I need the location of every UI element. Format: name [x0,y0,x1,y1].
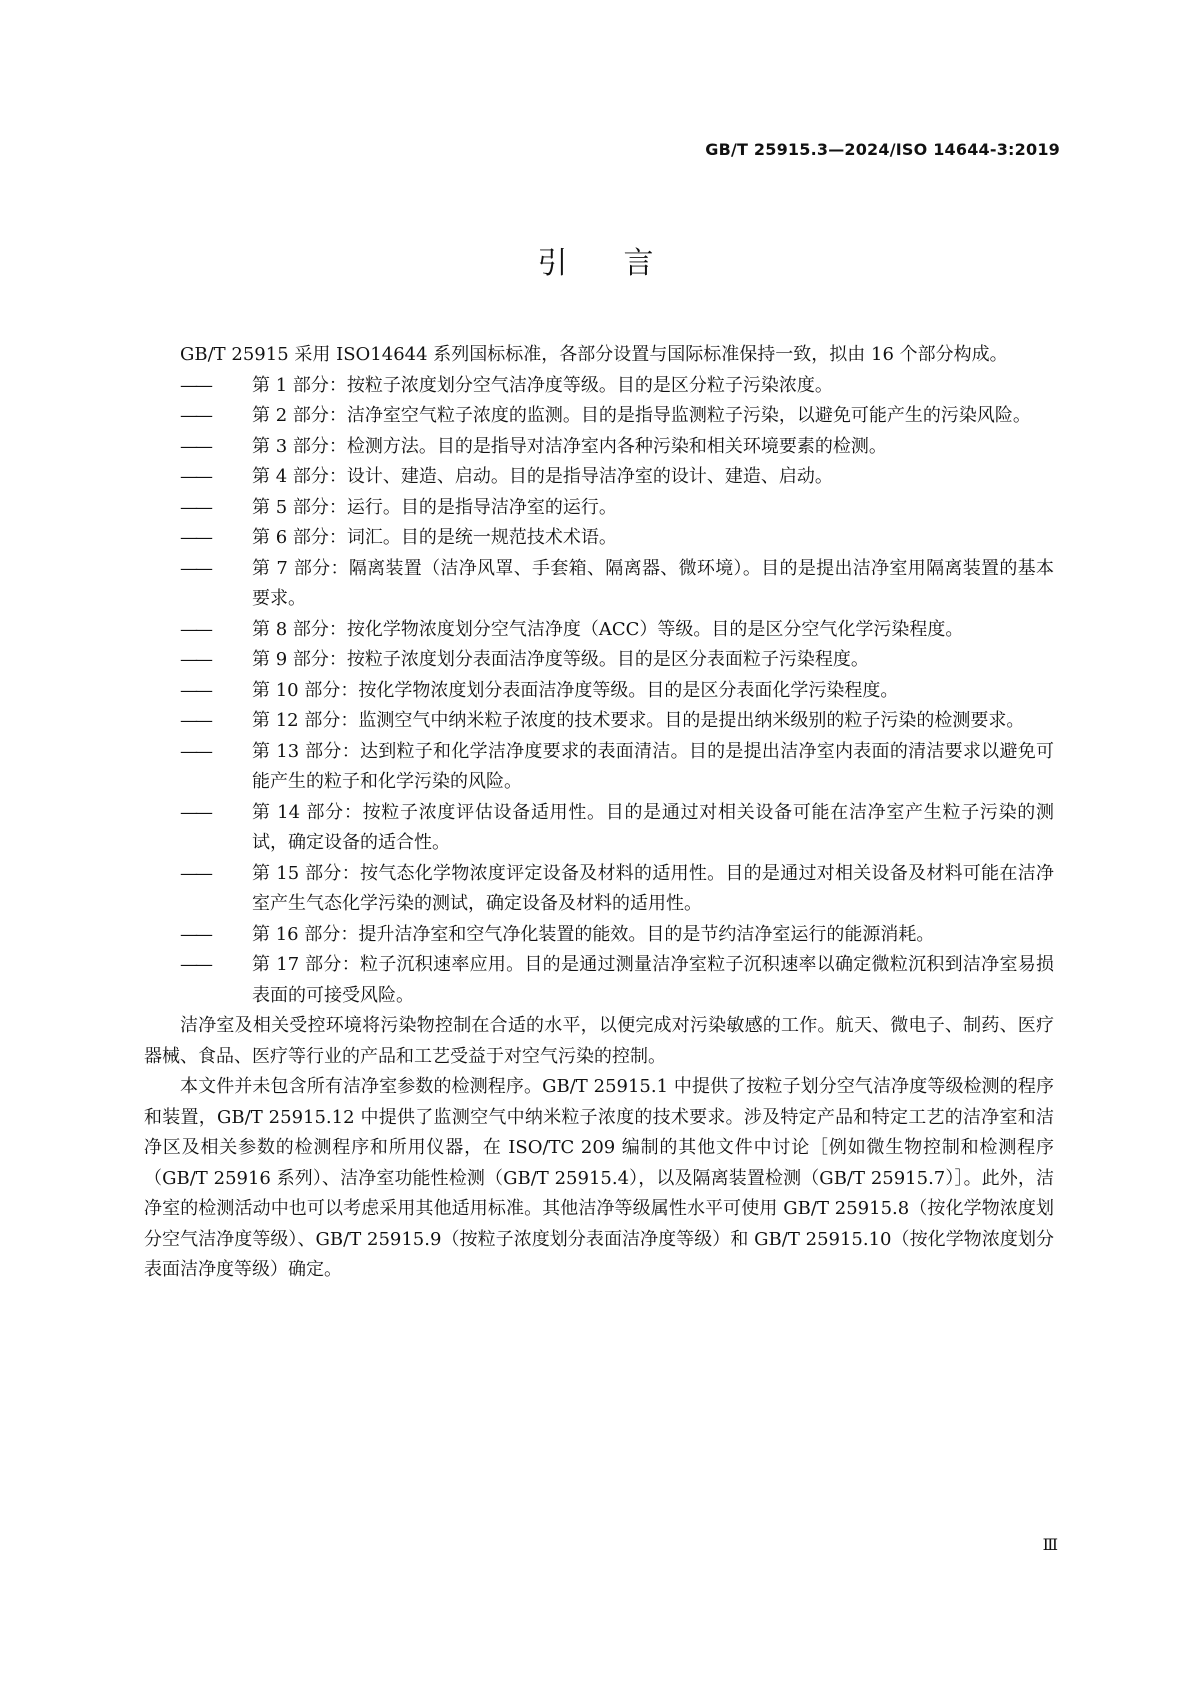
page-title: 引言 [537,246,710,281]
list-item-text: 第 2 部分：洁净室空气粒子浓度的监测。目的是指导监测粒子污染，以避免可能产生的污染风险。 [252,405,1031,426]
list-item [144,737,1054,798]
list-item-text: 第 4 部分：设计、建造、启动。目的是指导洁净室的设计、建造、启动。 [252,466,833,487]
list-item-dash: —— [180,466,210,487]
list-item-dash: —— [180,405,210,426]
parts-list [144,371,1054,1012]
body-content [144,340,1054,1286]
list-item-dash: —— [180,679,210,701]
list-item-text: 第 6 部分：词汇。目的是统一规范技术术语。 [252,527,617,548]
list-item [144,523,1054,554]
list-item-text: 第 5 部分：运行。目的是指导洁净室的运行。 [252,496,617,518]
list-item [144,615,1054,646]
list-item [144,859,1054,920]
body-paragraph: 洁净室及相关受控环境将污染物控制在合适的水平，以便完成对污染敏感的工作。航天、微电子、制药、医疗器械、食品、医疗等行业的产品和工艺受益于对空气污染的控制。 [144,1015,1054,1067]
list-item [144,493,1054,524]
list-item [144,432,1054,463]
list-item-dash: —— [180,862,210,884]
list-item-dash: —— [180,527,210,548]
list-item-dash: —— [180,801,210,823]
list-item-dash: —— [180,954,210,975]
list-item-text: 第 7 部分：隔离装置（洁净风罩、手套箱、隔离器、微环境）。目的是提出洁净室用隔离装置的基本要求。 [252,557,1054,609]
list-item-text: 第 1 部分：按粒子浓度划分空气洁净度等级。目的是区分粒子污染浓度。 [252,374,833,396]
list-item-text: 第 15 部分：按气态化学物浓度评定设备及材料的适用性。目的是通过对相关设备及材料可能在洁净室产生气态化学污染的测试，确定设备及材料的适用性。 [252,862,1054,914]
body-paragraph: 本文件并未包含所有洁净室参数的检测程序。GB/T 25915.1 中提供了按粒子划分空气洁净度等级检测的程序和装置，GB/T 25915.12 中提供了监测空气中纳米粒子浓度的技术要求。涉及特定产品和特定工艺的洁净室和洁净区及相关参数的检测程序和所用仪器，在 ISO/TC 209 编制的其他文件中讨论［例如微生物控制和检测程序（GB/T 25916 系列）、洁净室功能性检测（GB/T 25915.4），以及隔离装置检测（GB/T 25915.7）］。此外，洁净室的检测活动中也可以考虑采用其他适用标准。其他洁净等级属性水平可使用 GB/T 25915.8（按化学物浓度划分空气洁净度等级）、GB/T 25915.9（按粒子浓度划分表面洁净度等级）和 GB/T 25915.10（按化学物浓度划分表面洁净度等级）确定。 [144,1076,1054,1280]
list-item-text: 第 3 部分：检测方法。目的是指导对洁净室内各种污染和相关环境要素的检测。 [252,435,887,457]
list-item-text: 第 14 部分：按粒子浓度评估设备适用性。目的是通过对相关设备可能在洁净室产生粒子污染的测试，确定设备的适合性。 [252,801,1054,853]
list-item [144,798,1054,859]
list-item [144,676,1054,707]
list-item-dash: —— [180,557,210,579]
list-item-dash: —— [180,923,210,945]
list-item-text: 第 17 部分：粒子沉积速率应用。目的是通过测量洁净室粒子沉积速率以确定微粒沉积到洁净室易损表面的可接受风险。 [252,954,1054,1006]
list-item-dash: —— [180,740,210,762]
list-item [144,401,1054,432]
list-item-text: 第 16 部分：提升洁净室和空气净化装置的能效。目的是节约洁净室运行的能源消耗。 [252,923,935,945]
list-item-text: 第 9 部分：按粒子浓度划分表面洁净度等级。目的是区分表面粒子污染程度。 [252,649,869,670]
list-item-dash: —— [180,710,210,731]
list-item [144,371,1054,402]
list-item-text: 第 12 部分：监测空气中纳米粒子浓度的技术要求。目的是提出纳米级别的粒子污染的检测要求。 [252,710,1025,731]
list-item [144,920,1054,951]
list-item-dash: —— [180,374,210,396]
list-item-dash: —— [180,618,210,640]
list-item [144,706,1054,737]
list-item-text: 第 8 部分：按化学物浓度划分空气洁净度（ACC）等级。目的是区分空气化学污染程度。 [252,618,964,640]
list-item [144,645,1054,676]
list-item-dash: —— [180,496,210,518]
standard-number-header: GB/T 25915.3—2024/ISO 14644-3:2019 [705,140,1060,159]
list-item [144,462,1054,493]
intro-paragraph: GB/T 25915 采用 ISO14644 系列国标标准，各部分设置与国际标准保持一致，拟由 16 个部分构成。 [180,344,1008,365]
list-item-dash: —— [180,649,210,670]
list-item-text: 第 10 部分：按化学物浓度划分表面洁净度等级。目的是区分表面化学污染程度。 [252,679,899,701]
page-number: Ⅲ [1042,1535,1058,1554]
list-item [144,950,1054,1011]
list-item-text: 第 13 部分：达到粒子和化学洁净度要求的表面清洁。目的是提出洁净室内表面的清洁要求以避免可能产生的粒子和化学污染的风险。 [252,740,1054,792]
list-item [144,554,1054,615]
list-item-dash: —— [180,435,210,457]
